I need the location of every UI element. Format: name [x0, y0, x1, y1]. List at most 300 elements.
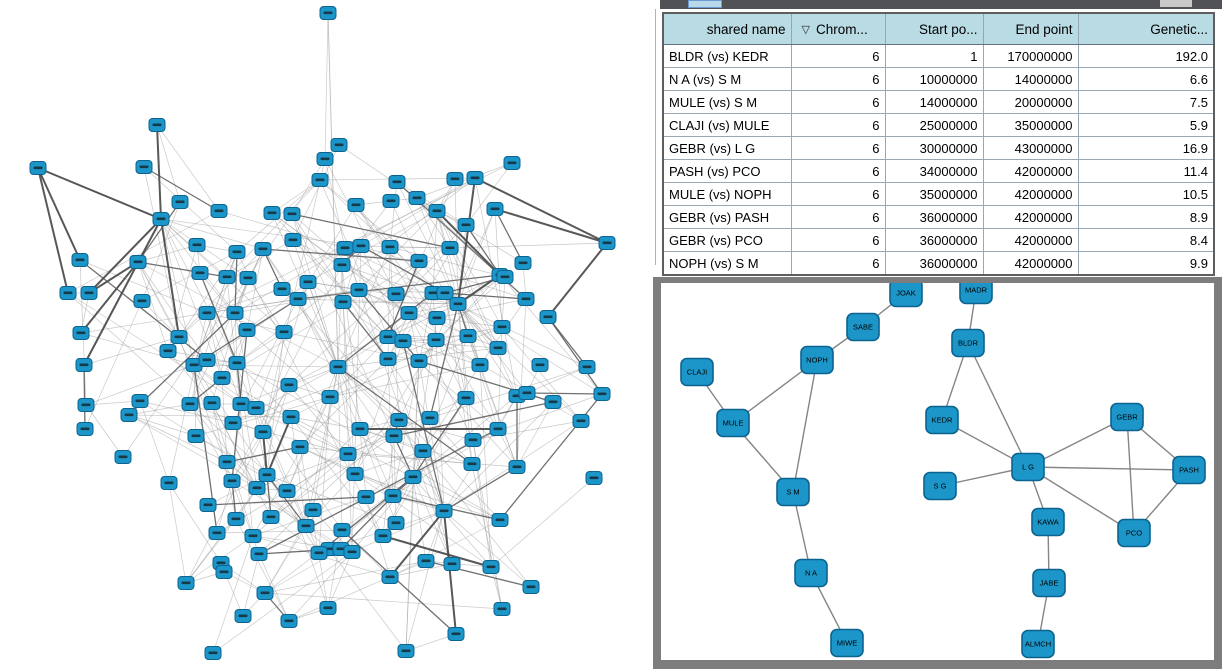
overview-node[interactable]: [458, 219, 474, 232]
node-label: [462, 397, 471, 400]
overview-node[interactable]: [264, 207, 280, 220]
overview-node[interactable]: [161, 477, 177, 490]
table-cell[interactable]: 42000000: [983, 160, 1078, 183]
overview-node[interactable]: [251, 548, 267, 561]
node-JABE[interactable]: [1033, 570, 1065, 597]
table-cell[interactable]: 6: [791, 137, 885, 160]
table-cell[interactable]: 6: [791, 206, 885, 229]
node-label: [288, 213, 297, 216]
overview-node[interactable]: [248, 402, 264, 415]
node-label: [415, 260, 424, 263]
node-CLAJI[interactable]: [681, 359, 713, 386]
overview-node[interactable]: [490, 342, 506, 355]
node-label: [464, 335, 473, 338]
column-header-shared-name[interactable]: [663, 13, 791, 45]
overview-node[interactable]: [115, 451, 131, 464]
node-label: [249, 535, 258, 538]
funnel-icon[interactable]: ▽: [801, 23, 810, 36]
overview-node[interactable]: [344, 546, 360, 559]
node-label: N A: [804, 568, 818, 578]
table-cell[interactable]: 7.5: [1078, 91, 1214, 114]
node-label: [399, 340, 408, 343]
node-label: [341, 247, 350, 250]
overview-node[interactable]: [320, 602, 336, 615]
node-label: [362, 496, 371, 499]
overview-node[interactable]: [219, 456, 235, 469]
network-edge: [517, 299, 526, 467]
overview-node[interactable]: [487, 203, 503, 216]
overview-node[interactable]: [284, 208, 300, 221]
node-label: JOAK: [896, 288, 916, 298]
overview-node[interactable]: [382, 241, 398, 254]
overview-node[interactable]: [388, 288, 404, 301]
node-label: [468, 463, 477, 466]
table-cell[interactable]: 42000000: [983, 229, 1078, 252]
node-label: [451, 178, 460, 181]
overview-node[interactable]: [320, 7, 336, 20]
overview-node[interactable]: [153, 213, 169, 226]
overview-node[interactable]: [300, 276, 316, 289]
table-cell[interactable]: PASH (vs) PCO: [663, 160, 791, 183]
table-cell[interactable]: 25000000: [885, 114, 983, 137]
overview-node[interactable]: [386, 430, 402, 443]
node-label: [446, 247, 455, 250]
network-edge: [399, 420, 444, 511]
overview-node[interactable]: [199, 354, 215, 367]
overview-node[interactable]: [209, 527, 225, 540]
overview-node[interactable]: [225, 417, 241, 430]
table-cell[interactable]: 42000000: [983, 183, 1078, 206]
overview-node[interactable]: [599, 237, 615, 250]
overview-node[interactable]: [305, 504, 321, 517]
table-cell[interactable]: 6: [791, 91, 885, 114]
table-cell[interactable]: CLAJI (vs) MULE: [663, 114, 791, 137]
network-edge: [394, 436, 396, 523]
table-cell[interactable]: 42000000: [983, 206, 1078, 229]
table-row[interactable]: [663, 229, 1214, 252]
overview-node[interactable]: [437, 287, 453, 300]
table-cell[interactable]: 6: [791, 45, 885, 68]
overview-node[interactable]: [199, 307, 215, 320]
table-cell[interactable]: 8.4: [1078, 229, 1214, 252]
table-row[interactable]: [663, 114, 1214, 137]
node-NOPH[interactable]: [801, 347, 833, 374]
overview-node[interactable]: [149, 119, 165, 132]
overview-node[interactable]: [418, 555, 434, 568]
table-cell[interactable]: 192.0: [1078, 45, 1214, 68]
overview-node[interactable]: [492, 514, 508, 527]
overview-node[interactable]: [224, 475, 240, 488]
overview-node[interactable]: [337, 242, 353, 255]
table-cell[interactable]: GEBR (vs) PASH: [663, 206, 791, 229]
overview-node[interactable]: [415, 445, 431, 458]
overview-node[interactable]: [235, 610, 251, 623]
overview-node[interactable]: [182, 398, 198, 411]
overview-node[interactable]: [77, 423, 93, 436]
table-cell[interactable]: MULE (vs) S M: [663, 91, 791, 114]
network-edge[interactable]: [444, 511, 456, 634]
network-edge: [458, 304, 602, 394]
node-label: PASH: [1179, 465, 1199, 475]
node-PCO[interactable]: [1118, 520, 1150, 547]
table-cell[interactable]: 5.9: [1078, 114, 1214, 137]
node-SM[interactable]: [777, 479, 809, 506]
overview-node[interactable]: [411, 255, 427, 268]
overview-node[interactable]: [389, 176, 405, 189]
overview-node[interactable]: [532, 359, 548, 372]
table-cell[interactable]: 6: [791, 252, 885, 276]
table-cell[interactable]: BLDR (vs) KEDR: [663, 45, 791, 68]
overview-node[interactable]: [274, 283, 290, 296]
overview-node[interactable]: [411, 355, 427, 368]
overview-node[interactable]: [285, 234, 301, 247]
overview-node[interactable]: [121, 409, 137, 422]
overview-node[interactable]: [30, 162, 46, 175]
table-cell[interactable]: 34000000: [885, 160, 983, 183]
overview-node[interactable]: [519, 387, 535, 400]
overview-node[interactable]: [405, 471, 421, 484]
table-cell[interactable]: 14000000: [983, 68, 1078, 91]
table-row[interactable]: [663, 160, 1214, 183]
overview-node[interactable]: [81, 287, 97, 300]
node-label: [386, 576, 395, 579]
node-MADR[interactable]: [960, 283, 992, 304]
table-cell[interactable]: 8.9: [1078, 206, 1214, 229]
table-cell[interactable]: NOPH (vs) S M: [663, 252, 791, 276]
overview-node[interactable]: [395, 335, 411, 348]
overview-node[interactable]: [335, 296, 351, 309]
node-label: [487, 566, 496, 569]
overview-node[interactable]: [312, 174, 328, 187]
detail-network-canvas[interactable]: [661, 283, 1214, 660]
table-cell[interactable]: 35000000: [885, 183, 983, 206]
table-cell[interactable]: 6: [791, 114, 885, 137]
overview-node[interactable]: [490, 423, 506, 436]
network-edge: [500, 275, 602, 394]
table-cell[interactable]: 14000000: [885, 91, 983, 114]
node-SABE[interactable]: [847, 314, 879, 341]
network-edge: [394, 402, 553, 436]
node-label: [498, 326, 507, 329]
overview-node[interactable]: [211, 205, 227, 218]
node-label: [304, 281, 313, 284]
overview-node[interactable]: [76, 359, 92, 372]
table-cell[interactable]: 6: [791, 229, 885, 252]
network-edge[interactable]: [157, 125, 161, 219]
overview-node[interactable]: [72, 254, 88, 267]
node-label: [140, 166, 149, 169]
overview-node[interactable]: [594, 388, 610, 401]
overview-node[interactable]: [259, 469, 275, 482]
overview-node[interactable]: [504, 157, 520, 170]
overview-node[interactable]: [353, 240, 369, 253]
overview-node[interactable]: [409, 192, 425, 205]
node-LG[interactable]: [1012, 454, 1044, 481]
table-row[interactable]: [663, 45, 1214, 68]
node-JOAK[interactable]: [890, 283, 922, 307]
overview-node[interactable]: [401, 307, 417, 320]
node-label: [462, 224, 471, 227]
network-edge: [406, 511, 444, 651]
overview-node[interactable]: [383, 195, 399, 208]
overview-node[interactable]: [388, 517, 404, 530]
overview-node[interactable]: [130, 256, 146, 269]
overview-node[interactable]: [518, 293, 534, 306]
network-edge[interactable]: [89, 219, 161, 293]
node-KAWA[interactable]: [1032, 509, 1064, 536]
overview-node[interactable]: [292, 441, 308, 454]
column-header-end-point[interactable]: [983, 13, 1078, 45]
overview-node[interactable]: [458, 392, 474, 405]
table-cell[interactable]: 16.9: [1078, 137, 1214, 160]
overview-node[interactable]: [380, 353, 396, 366]
node-label: [523, 392, 532, 395]
table-cell[interactable]: 170000000: [983, 45, 1078, 68]
column-header-genetic---[interactable]: [1078, 13, 1214, 45]
table-cell[interactable]: 6: [791, 68, 885, 91]
overview-node[interactable]: [216, 566, 232, 579]
overview-node[interactable]: [380, 331, 396, 344]
overview-node[interactable]: [331, 139, 347, 152]
overview-node[interactable]: [311, 547, 327, 560]
overview-node[interactable]: [586, 472, 602, 485]
node-label: [348, 551, 357, 554]
node-label: [339, 301, 348, 304]
overview-node[interactable]: [233, 398, 249, 411]
network-edge: [243, 554, 259, 616]
overview-node[interactable]: [78, 399, 94, 412]
overview-node[interactable]: [429, 312, 445, 325]
overview-node[interactable]: [494, 603, 510, 616]
overview-node[interactable]: [450, 298, 466, 311]
overview-node[interactable]: [494, 321, 510, 334]
overview-node[interactable]: [290, 293, 306, 306]
table-row[interactable]: [663, 91, 1214, 114]
overview-node[interactable]: [257, 587, 273, 600]
overview-node[interactable]: [229, 246, 245, 259]
table-cell[interactable]: N A (vs) S M: [663, 68, 791, 91]
node-ALMCH[interactable]: [1022, 631, 1054, 658]
overview-node[interactable]: [540, 311, 556, 324]
node-label: [352, 204, 361, 207]
node-KEDR[interactable]: [926, 407, 958, 434]
overview-node[interactable]: [442, 242, 458, 255]
overview-node[interactable]: [428, 334, 444, 347]
column-header-start-po---[interactable]: [885, 13, 983, 45]
overview-node[interactable]: [281, 379, 297, 392]
table-cell[interactable]: 6: [791, 160, 885, 183]
overview-node[interactable]: [375, 530, 391, 543]
node-label: JABE: [1039, 578, 1059, 588]
node-label: [193, 244, 202, 247]
overview-node[interactable]: [322, 391, 338, 404]
overview-node[interactable]: [317, 153, 333, 166]
overview-node[interactable]: [382, 571, 398, 584]
network-edge: [502, 277, 505, 327]
node-label: [34, 167, 43, 170]
node-label: KAWA: [1037, 517, 1059, 527]
overview-node[interactable]: [205, 647, 221, 660]
overview-node[interactable]: [172, 196, 188, 209]
overview-node[interactable]: [330, 361, 346, 374]
node-label: [85, 292, 94, 295]
node-label: [278, 288, 287, 291]
overview-node[interactable]: [298, 520, 314, 533]
node-BLDR[interactable]: [952, 330, 984, 357]
overview-node[interactable]: [73, 327, 89, 340]
overview-node[interactable]: [573, 415, 589, 428]
overview-node[interactable]: [171, 331, 187, 344]
overview-node[interactable]: [460, 330, 476, 343]
node-label: SABE: [852, 322, 874, 332]
overview-node[interactable]: [239, 324, 255, 337]
overview-node[interactable]: [398, 645, 414, 658]
table-row[interactable]: [663, 68, 1214, 91]
network-edge[interactable]: [38, 168, 68, 293]
network-edge-LG-PASH[interactable]: [1028, 467, 1189, 470]
overview-node[interactable]: [200, 499, 216, 512]
overview-node[interactable]: [132, 395, 148, 408]
network-edge[interactable]: [548, 243, 607, 317]
overview-node[interactable]: [340, 448, 356, 461]
table-cell[interactable]: 42000000: [983, 252, 1078, 276]
network-edge: [140, 401, 169, 483]
table-cell[interactable]: 6: [791, 183, 885, 206]
network-edge: [417, 163, 512, 198]
overview-node[interactable]: [429, 205, 445, 218]
overview-node[interactable]: [240, 272, 256, 285]
overview-node[interactable]: [134, 295, 150, 308]
overview-node[interactable]: [351, 284, 367, 297]
table-cell[interactable]: 30000000: [885, 137, 983, 160]
column-header-chrom---[interactable]: [791, 13, 885, 45]
overview-node[interactable]: [276, 326, 292, 339]
node-GEBR[interactable]: [1111, 404, 1143, 431]
table-cell[interactable]: 36000000: [885, 206, 983, 229]
table-cell[interactable]: 6.6: [1078, 68, 1214, 91]
overview-node[interactable]: [281, 615, 297, 628]
overview-node[interactable]: [189, 239, 205, 252]
overview-node[interactable]: [444, 558, 460, 571]
overview-node[interactable]: [214, 372, 230, 385]
node-label: [471, 177, 480, 180]
table-cell[interactable]: 36000000: [885, 252, 983, 276]
table-cell[interactable]: 1: [885, 45, 983, 68]
overview-node[interactable]: [255, 426, 271, 439]
overview-node[interactable]: [579, 361, 595, 374]
overview-node[interactable]: [545, 396, 561, 409]
table-row[interactable]: [663, 206, 1214, 229]
overview-node[interactable]: [436, 505, 452, 518]
table-row[interactable]: [663, 183, 1214, 206]
network-edge[interactable]: [495, 209, 607, 243]
table-cell[interactable]: 43000000: [983, 137, 1078, 160]
node-label: [294, 298, 303, 301]
overview-node[interactable]: [227, 307, 243, 320]
overview-node[interactable]: [348, 199, 364, 212]
node-label: MADR: [964, 285, 988, 295]
node-MIWE[interactable]: [831, 630, 863, 657]
overview-node[interactable]: [263, 511, 279, 524]
table-cell[interactable]: 9.9: [1078, 252, 1214, 276]
overview-node[interactable]: [334, 259, 350, 272]
node-PASH[interactable]: [1173, 457, 1205, 484]
overview-node[interactable]: [422, 412, 438, 425]
overview-node[interactable]: [523, 581, 539, 594]
overview-node[interactable]: [515, 257, 531, 270]
network-edge-GEBR-PCO[interactable]: [1127, 417, 1134, 533]
overview-node[interactable]: [160, 345, 176, 358]
table-cell[interactable]: 10.5: [1078, 183, 1214, 206]
network-edge-NOPH-SM[interactable]: [793, 360, 817, 492]
node-label: [217, 562, 226, 565]
overview-node[interactable]: [447, 173, 463, 186]
node-MULE[interactable]: [717, 410, 749, 437]
overview-node[interactable]: [255, 243, 271, 256]
overview-node[interactable]: [347, 468, 363, 481]
table-cell[interactable]: GEBR (vs) PCO: [663, 229, 791, 252]
overview-node[interactable]: [229, 357, 245, 370]
table-cell[interactable]: 36000000: [885, 229, 983, 252]
table-cell[interactable]: 10000000: [885, 68, 983, 91]
overview-node[interactable]: [448, 628, 464, 641]
overview-node[interactable]: [178, 577, 194, 590]
overview-node[interactable]: [391, 414, 407, 427]
overview-node[interactable]: [358, 491, 374, 504]
overview-node[interactable]: [483, 561, 499, 574]
overview-node[interactable]: [472, 359, 488, 372]
table-cell[interactable]: 20000000: [983, 91, 1078, 114]
overview-node[interactable]: [245, 530, 261, 543]
node-label: [280, 331, 289, 334]
overview-node[interactable]: [352, 423, 368, 436]
overview-node[interactable]: [136, 161, 152, 174]
overview-node[interactable]: [467, 172, 483, 185]
table-cell[interactable]: MULE (vs) NOPH: [663, 183, 791, 206]
overview-node[interactable]: [464, 458, 480, 471]
overview-node[interactable]: [204, 397, 220, 410]
table-row[interactable]: [663, 252, 1214, 276]
overview-node[interactable]: [192, 267, 208, 280]
node-label: [289, 239, 298, 242]
overview-node[interactable]: [334, 524, 350, 537]
network-edge[interactable]: [38, 168, 161, 219]
overview-node[interactable]: [60, 287, 76, 300]
table-row[interactable]: [663, 137, 1214, 160]
overview-node[interactable]: [283, 411, 299, 424]
overview-node[interactable]: [497, 271, 513, 284]
overview-node[interactable]: [509, 461, 525, 474]
table-cell[interactable]: 11.4: [1078, 160, 1214, 183]
overview-node[interactable]: [188, 430, 204, 443]
node-label: [351, 473, 360, 476]
node-label: [119, 456, 128, 459]
overview-node[interactable]: [219, 271, 235, 284]
overview-node[interactable]: [279, 485, 295, 498]
overview-node[interactable]: [228, 513, 244, 526]
table-cell[interactable]: GEBR (vs) L G: [663, 137, 791, 160]
node-NA[interactable]: [795, 560, 827, 587]
table-cell[interactable]: 35000000: [983, 114, 1078, 137]
node-SG[interactable]: [924, 473, 956, 500]
node-label: [215, 210, 224, 213]
network-edge: [169, 483, 221, 563]
overview-node[interactable]: [249, 482, 265, 495]
network-edge-BLDR-LG[interactable]: [968, 343, 1028, 467]
overview-node[interactable]: [465, 434, 481, 447]
node-label: [415, 360, 424, 363]
overview-node[interactable]: [385, 490, 401, 503]
